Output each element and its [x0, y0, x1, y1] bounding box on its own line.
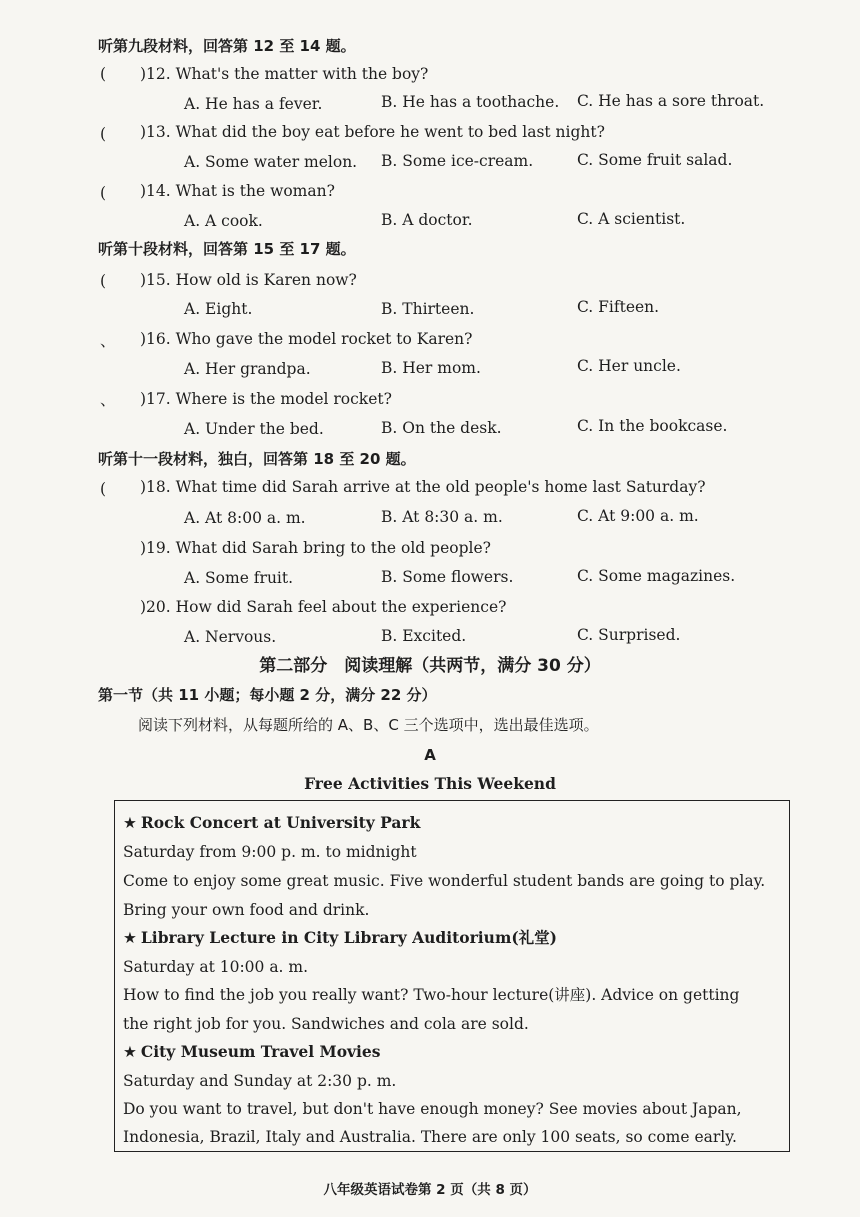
q17-option-c: C. In the bookcase.: [577, 417, 728, 435]
question-16: )16. Who gave the model rocket to Karen?: [140, 330, 473, 348]
activity-title-1: ★ Rock Concert at University Park: [123, 813, 421, 832]
q19-option-c: C. Some magazines.: [577, 567, 736, 585]
q12-option-a: A. He has a fever.: [184, 95, 323, 113]
activity-3-line-3: Indonesia, Brazil, Italy and Australia. There are only 100 seats, so come early.: [123, 1128, 737, 1146]
answer-paren: 、: [100, 391, 116, 409]
q20-option-c: C. Surprised.: [577, 626, 681, 644]
q18-option-b: B. At 8:30 a. m.: [381, 508, 503, 526]
activity-3-line-2: Do you want to travel, but don't have enough money? See movies about Japan,: [123, 1100, 742, 1118]
question-18: )18. What time did Sarah arrive at the old people's home last Saturday?: [140, 478, 706, 496]
star-icon: ★: [123, 814, 137, 832]
star-icon: ★: [123, 929, 137, 947]
question-17: )17. Where is the model rocket?: [140, 390, 392, 408]
section9-header: 听第九段材料，回答第 12 至 14 题。: [98, 37, 356, 55]
part2-title: 第二部分 阅读理解（共两节，满分 30 分）: [259, 656, 601, 676]
q14-option-c: C. A scientist.: [577, 210, 686, 228]
activity-title-2: ★ Library Lecture in City Library Auditorium(礼堂): [123, 928, 558, 947]
q15-option-c: C. Fifteen.: [577, 298, 660, 316]
q17-option-b: B. On the desk.: [381, 419, 502, 437]
section11-header: 听第十一段材料，独白，回答第 18 至 20 题。: [98, 450, 416, 468]
q20-option-a: A. Nervous.: [184, 628, 277, 646]
q20-option-b: B. Excited.: [381, 627, 467, 645]
activities-box: [114, 800, 790, 1152]
q15-option-a: A. Eight.: [184, 300, 253, 318]
activity-3-line-1: Saturday and Sunday at 2:30 p. m.: [123, 1072, 397, 1090]
passage-title: Free Activities This Weekend: [304, 774, 556, 793]
q12-option-c: C. He has a sore throat.: [577, 92, 765, 110]
q16-option-a: A. Her grandpa.: [184, 360, 311, 378]
q19-option-b: B. Some flowers.: [381, 568, 514, 586]
q18-option-a: A. At 8:00 a. m.: [184, 509, 306, 527]
instructions: 阅读下列材料，从每题所给的 A、B、C 三个选项中，选出最佳选项。: [138, 716, 599, 734]
answer-paren: (: [100, 65, 107, 83]
answer-paren: (: [100, 480, 107, 498]
answer-paren: 、: [100, 332, 116, 350]
q14-option-a: A. A cook.: [184, 212, 263, 230]
question-20: )20. How did Sarah feel about the experience?: [140, 598, 507, 616]
q15-option-b: B. Thirteen.: [381, 300, 475, 318]
question-13: )13. What did the boy eat before he went to bed last night?: [140, 123, 605, 141]
activity-title-3: ★ City Museum Travel Movies: [123, 1042, 381, 1061]
passage-label: A: [424, 746, 436, 764]
activity-2-line-1: Saturday at 10:00 a. m.: [123, 958, 309, 976]
answer-paren: (: [100, 184, 107, 202]
q16-option-b: B. Her mom.: [381, 359, 481, 377]
activity-2-line-3: the right job for you. Sandwiches and cola are sold.: [123, 1015, 529, 1033]
activity-1-line-3: Bring your own food and drink.: [123, 901, 370, 919]
q14-option-b: B. A doctor.: [381, 211, 473, 229]
q17-option-a: A. Under the bed.: [184, 420, 324, 438]
q13-option-b: B. Some ice-cream.: [381, 152, 534, 170]
q18-option-c: C. At 9:00 a. m.: [577, 507, 699, 525]
q19-option-a: A. Some fruit.: [184, 569, 294, 587]
q13-option-a: A. Some water melon.: [184, 153, 358, 171]
page-footer: 八年级英语试卷第 2 页（共 8 页）: [323, 1182, 537, 1198]
question-19: )19. What did Sarah bring to the old people?: [140, 539, 491, 557]
q12-option-b: B. He has a toothache.: [381, 93, 560, 111]
star-icon: ★: [123, 1043, 137, 1061]
q13-option-c: C. Some fruit salad.: [577, 151, 733, 169]
question-15: )15. How old is Karen now?: [140, 271, 357, 289]
answer-paren: (: [100, 272, 107, 290]
q16-option-c: C. Her uncle.: [577, 357, 681, 375]
section10-header: 听第十段材料，回答第 15 至 17 题。: [98, 240, 356, 258]
activity-1-line-2: Come to enjoy some great music. Five wonderful student bands are going to play.: [123, 872, 766, 890]
question-14: )14. What is the woman?: [140, 182, 335, 200]
activity-2-line-2: How to find the job you really want? Two-hour lecture(讲座). Advice on getting: [123, 986, 740, 1004]
question-12: )12. What's the matter with the boy?: [140, 65, 429, 83]
activity-1-line-1: Saturday from 9:00 p. m. to midnight: [123, 843, 417, 861]
answer-paren: (: [100, 125, 107, 143]
section1-title: 第一节（共 11 小题；每小题 2 分，满分 22 分）: [98, 686, 437, 704]
